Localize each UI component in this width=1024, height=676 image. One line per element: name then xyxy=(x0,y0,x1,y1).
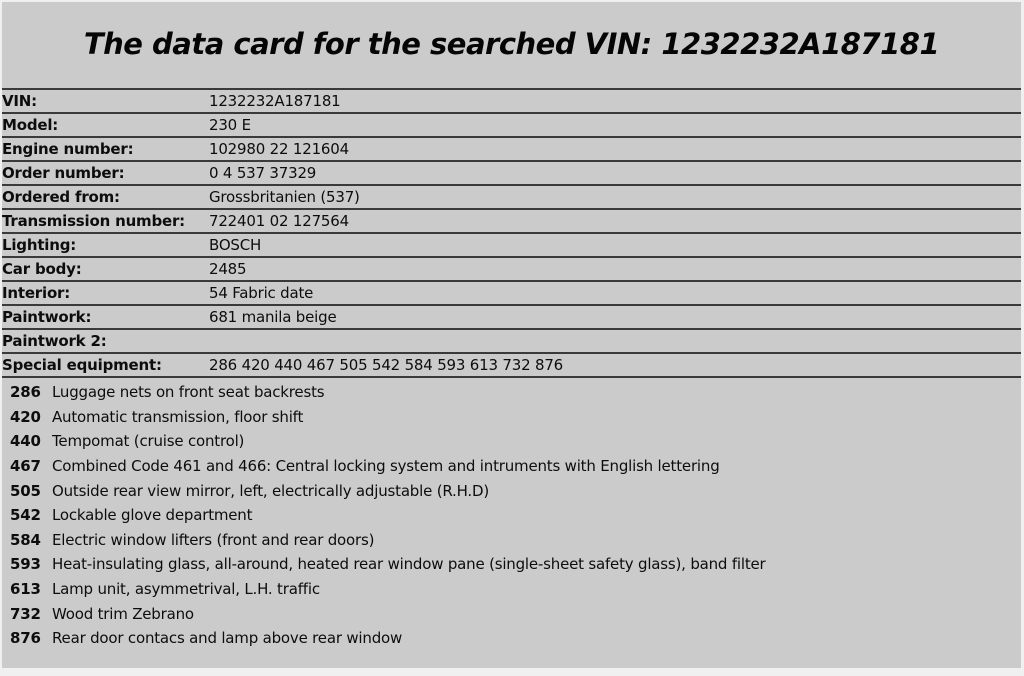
row-label: Car body: xyxy=(2,260,82,278)
equipment-description: Luggage nets on front seat backrests xyxy=(52,383,325,402)
equipment-code: 467 xyxy=(10,457,41,476)
equipment-code: 420 xyxy=(10,407,41,426)
list-item-732 xyxy=(2,601,1021,626)
row-label: Engine number: xyxy=(2,140,134,158)
list-item-420 xyxy=(2,405,1021,430)
equipment-description: Combined Code 461 and 466: Central locking system and intruments with English lettering xyxy=(52,457,720,476)
equipment-description: Wood trim Zebrano xyxy=(52,604,194,623)
equipment-description: Lamp unit, asymmetrival, L.H. traffic xyxy=(52,580,320,599)
row-value: 102980 22 121604 xyxy=(209,140,349,158)
equipment-code: 440 xyxy=(10,432,41,451)
list-item-542 xyxy=(2,503,1021,528)
list-item-440 xyxy=(2,429,1021,454)
row-label: Lighting: xyxy=(2,236,77,254)
table-row-transmission-number xyxy=(2,209,1021,233)
data-card-page xyxy=(2,2,1021,668)
row-value: 0 4 537 37329 xyxy=(209,164,317,182)
page-title: The data card for the searched VIN: 1232232A187181 xyxy=(83,27,940,61)
row-value: 2485 xyxy=(209,260,247,278)
table-row-model xyxy=(2,113,1021,137)
table-row-order-number xyxy=(2,161,1021,185)
row-label: Model: xyxy=(2,116,59,134)
list-item-876 xyxy=(2,626,1021,651)
equipment-description: Rear door contacs and lamp above rear window xyxy=(52,629,403,648)
equipment-description: Outside rear view mirror, left, electrically adjustable (R.H.D) xyxy=(52,481,489,500)
row-value: 1232232A187181 xyxy=(209,92,341,110)
equipment-code: 876 xyxy=(10,629,41,648)
equipment-code: 542 xyxy=(10,506,41,525)
equipment-description: Tempomat (cruise control) xyxy=(52,432,245,451)
row-label: Paintwork 2: xyxy=(2,332,107,350)
list-item-286 xyxy=(2,380,1021,405)
row-label: Order number: xyxy=(2,164,125,182)
row-label: VIN: xyxy=(2,92,37,110)
equipment-code: 584 xyxy=(10,530,41,549)
table-row-ordered-from xyxy=(2,185,1021,209)
list-item-467 xyxy=(2,454,1021,479)
row-label: Interior: xyxy=(2,284,71,302)
equipment-description: Heat-insulating glass, all-around, heated rear window pane (single-sheet safety glass), band filter xyxy=(52,555,766,574)
row-value: 681 manila beige xyxy=(209,308,337,326)
table-row-lighting xyxy=(2,233,1021,257)
list-item-584 xyxy=(2,528,1021,553)
list-item-593 xyxy=(2,552,1021,577)
table-row-car-body xyxy=(2,257,1021,281)
equipment-description: Automatic transmission, floor shift xyxy=(52,407,304,426)
row-value: 286 420 440 467 505 542 584 593 613 732 876 xyxy=(209,356,564,374)
table-row-interior xyxy=(2,281,1021,305)
row-value xyxy=(209,329,1021,353)
row-value: 230 E xyxy=(209,116,251,134)
equipment-description: Lockable glove department xyxy=(52,506,253,525)
row-value: BOSCH xyxy=(209,236,262,254)
list-item-505 xyxy=(2,478,1021,503)
equipment-code: 286 xyxy=(10,383,41,402)
table-row-paintwork-2 xyxy=(2,329,1021,353)
row-label: Ordered from: xyxy=(2,188,120,206)
table-row-paintwork xyxy=(2,305,1021,329)
equipment-code: 613 xyxy=(10,580,41,599)
row-value: 54 Fabric date xyxy=(209,284,314,302)
equipment-code: 505 xyxy=(10,481,41,500)
table-row-engine-number xyxy=(2,137,1021,161)
table-row-special-equipment xyxy=(2,353,1021,377)
list-item-613 xyxy=(2,577,1021,602)
equipment-code: 593 xyxy=(10,555,41,574)
row-label: Special equipment: xyxy=(2,356,162,374)
row-value: 722401 02 127564 xyxy=(209,212,349,230)
row-label: Transmission number: xyxy=(2,212,185,230)
equipment-description: Electric window lifters (front and rear doors) xyxy=(52,530,375,549)
row-label: Paintwork: xyxy=(2,308,92,326)
row-value: Grossbritanien (537) xyxy=(209,188,360,206)
table-row-vin xyxy=(2,89,1021,113)
equipment-code: 732 xyxy=(10,604,41,623)
datacard-table xyxy=(2,88,1021,378)
equipment-list xyxy=(2,378,1021,651)
